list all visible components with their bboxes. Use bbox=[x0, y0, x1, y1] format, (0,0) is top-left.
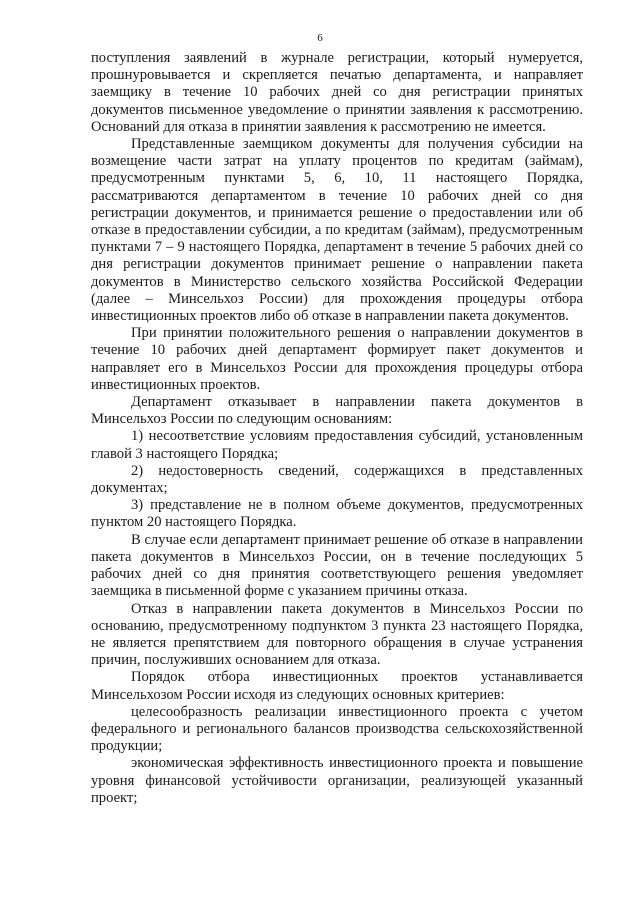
criterion-economic-efficiency: экономическая эффективность инвестиционного проекта и повышение уровня финансовой устойчивости организации, реализующей указанный проект; bbox=[91, 755, 583, 806]
page-number: 6 bbox=[317, 32, 323, 44]
criterion-feasibility: целесообразность реализации инвестиционного проекта с учетом федерального и регионального балансов производства сельскохозяйственной продукции; bbox=[91, 703, 583, 755]
document-body bbox=[91, 50, 583, 807]
paragraph-document-review: Представленные заемщиком документы для получения субсидии на возмещение части затрат на уплату процентов по кредитам (займам), предусмотренным пунктами 5, 6, 10, 11 настоящего Порядка, рассматриваются департаментом в течение 10 рабочих дней со дня регистрации документов, и принимается решение о предоставлении или об отказе в предоставлении субсидии, а по кредитам (займам), предусмотренным пунктами 7 – 9 настоящего Порядка, департамент в течение 5 рабочих дней со дня регистрации документов принимает решение о направлении пакета документов в Министерство сельского хозяйства Российской Федерации (далее – Минсельхоз России) для прохождения процедуры отбора инвестиционных проектов либо об отказе в направлении пакета документов. bbox=[91, 136, 583, 325]
paragraph-positive-decision: При принятии положительного решения о направлении документов в течение 10 рабочих дней департамент формирует пакет документов и направляет его в Минсельхоз России для прохождения процедуры отбора инвестиционных проектов. bbox=[91, 325, 583, 393]
paragraph-refusal-notification: В случае если департамент принимает решение об отказе в направлении пакета документов в Минсельхоз России, он в течение последующих 5 рабочих дней со дня принятия соответствующего решения уведомляет заемщика в письменной форме с указанием причины отказа. bbox=[91, 531, 583, 600]
paragraph-selection-procedure: Порядок отбора инвестиционных проектов устанавливается Минсельхозом России исходя из следующих основных критериев: bbox=[91, 669, 583, 703]
paragraph-repeat-application: Отказ в направлении пакета документов в Минсельхоз России по основанию, предусмотренному подпунктом 3 пункта 23 настоящего Порядка, не является препятствием для повторного обращения в случае устранения причин, послуживших основанием для отказа. bbox=[91, 600, 583, 669]
refusal-ground-1: 1) несоответствие условиям предоставления субсидий, установленным главой 3 настоящего Порядка; bbox=[91, 428, 583, 462]
paragraph-registration-continuation: поступления заявлений в журнале регистрации, который нумеруется, прошнуровывается и скрепляется печатью департамента, и направляет заемщику в течение 10 рабочих дней со дня регистрации принятых документов письменное уведомление о принятии заявления к рассмотрению. Оснований для отказа в принятии заявления к рассмотрению не имеется. bbox=[91, 50, 583, 135]
refusal-ground-3: 3) представление не в полном объеме документов, предусмотренных пунктом 20 настоящего Порядка. bbox=[91, 497, 583, 531]
refusal-ground-2: 2) недостоверность сведений, содержащихся в представленных документах; bbox=[91, 462, 583, 497]
paragraph-refusal-grounds-intro: Департамент отказывает в направлении пакета документов в Минсельхоз России по следующим основаниям: bbox=[91, 394, 583, 428]
